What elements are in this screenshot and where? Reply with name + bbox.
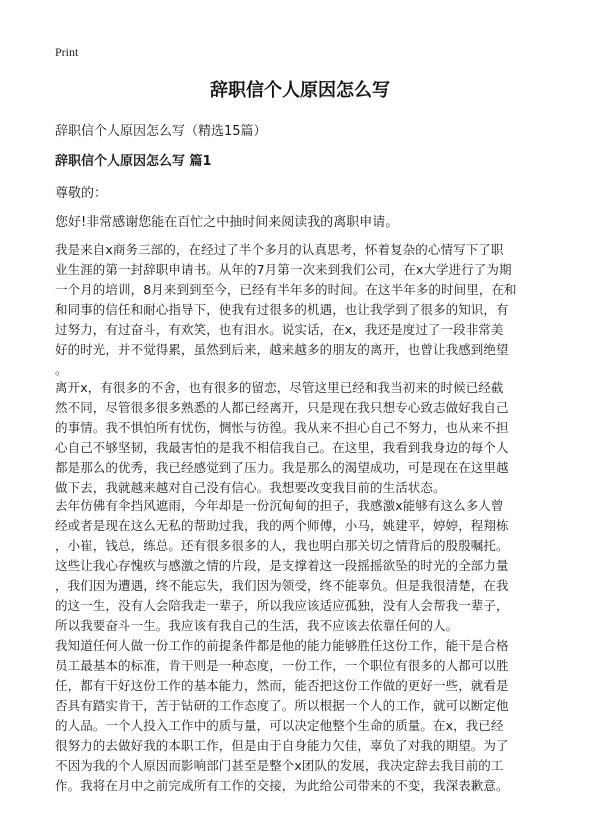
document-subtitle: 辞职信个人原因怎么写（精选15篇） [55, 124, 267, 139]
paragraph-line: 做下去，我就越来越对自己没有信心。我想要改变我目前的生活状态。 [55, 480, 446, 495]
paragraph-line: 我是来自x商务三部的，在经过了半个多月的认真思考，怀着复杂的心情写下了职 [55, 242, 504, 257]
print-label: Print [55, 45, 79, 59]
paragraph-line: 过努力，有过奋斗，有欢笑，也有泪水。说实话，在x，我还是度过了一段非常美 [55, 322, 504, 337]
paragraph-line: 离开x，有很多的不舍，也有很多的留恋，尽管这里已经和我当初来的时候已经截 [55, 380, 504, 395]
intro-paragraph: 您好!非常感谢您能在百忙之中抽时间来阅读我的离职申请。 [55, 215, 399, 230]
paragraph-line: 一个月的培训，8月来到到至今，已经有半年多的时间。在这半年多的时间里，在和 [55, 282, 517, 297]
paragraph-line: 任，都有干好这份工作的基本能力，然而，能否把这份工作做的更好一些，就看是 [55, 678, 509, 693]
paragraph-line: 然不同，尽管很多很多熟悉的人都已经离开，只是现在我只想专心致志做好我自己 [55, 400, 509, 415]
paragraph-line: 不因为我的个人原因而影响部门甚至是整个x团队的发展，我决定辞去我目前的工 [55, 758, 504, 773]
paragraph-line: 好的时光，并不觉得累，虽然到后来，越来越多的朋友的离开，也曾让我感到绝望 [55, 342, 509, 357]
page-title: 辞职信个人原因怎么写 [210, 80, 390, 101]
paragraph-line: 作。我将在月中之前完成所有工作的交接，为此给公司带来的不变，我深表歉意。 [55, 778, 509, 793]
paragraph-3 [55, 496, 555, 636]
section-heading: 辞职信个人原因怎么写 篇1 [55, 154, 212, 169]
paragraph-line: 去年仿佛有伞挡风遮雨，今年却是一份沉甸甸的担子，我感激x能够有这么多人曾 [55, 498, 504, 513]
salutation: 尊敬的： [55, 186, 108, 201]
paragraph-line: 和同事的信任和耐心指导下，使我有过很多的机遇，也让我学到了很多的知识，有 [55, 302, 509, 317]
paragraph-line: 我知道任何人做一份工作的前提条件都是他的能力能够胜任这份工作，能干是合格 [55, 638, 509, 653]
paragraph-line: 所以我要奋斗一生。我应该有我自己的生活，我不应该去依靠任何的人。 [55, 618, 459, 633]
paragraph-line: 的这一生，没有人会陪我走一辈子，所以我应该适应孤独，没有人会帮我一辈子， [55, 598, 509, 613]
paragraph-line: 经或者是现在这么无私的帮助过我，我的两个师傅，小马，姚建平，婷婷，程翔栋 [55, 518, 509, 533]
paragraph-line: 这些让我心存愧疚与感激之情的片段，是支撑着这一段摇摇欲坠的时光的全部力量 [55, 558, 509, 573]
paragraph-line: 业生涯的第一封辞职申请书。从年的7月第一次来到我们公司，在x大学进行了为期 [55, 262, 512, 277]
paragraph-line: 很努力的去做好我的本职工作，但是由于自身能力欠佳，辜负了对我的期望。为了 [55, 738, 509, 753]
paragraph-line: 心自己不够坚韧，我最害怕的是我不相信我自己。在这里，我看到我身边的每个人 [55, 440, 509, 455]
paragraph-line: 否具有踏实肯干，苦于钻研的工作态度了。所以根据一个人的工作，就可以断定他 [55, 698, 509, 713]
paragraph-line: 员工最基本的标准，肯干则是一种态度，一份工作，一个职位有很多的人都可以胜 [55, 658, 509, 673]
paragraph-line: ，我们因为遭遇，终不能忘失，我们因为领受，终不能辜负。但是我很清楚，在我 [55, 578, 509, 593]
paragraph-1 [55, 240, 555, 380]
paragraph-4 [55, 636, 555, 796]
paragraph-line: 。 [55, 362, 68, 377]
paragraph-line: 都是那么的优秀，我已经感觉到了压力。我是那么的渴望成功，可是现在在这里越 [55, 460, 509, 475]
paragraph-line: 的人品。一个人投入工作中的质与量，可以决定他整个生命的质量。在x，我已经 [55, 718, 504, 733]
paragraph-line: 的事情。我不惧怕所有忧伤，惆怅与彷徨。我从来不担心自己不努力，也从来不担 [55, 420, 509, 435]
paragraph-line: ，小崔，钱总，练总。还有很多很多的人，我也明白那关切之情背后的殷殷嘱托。 [55, 538, 509, 553]
paragraph-2 [55, 378, 555, 498]
